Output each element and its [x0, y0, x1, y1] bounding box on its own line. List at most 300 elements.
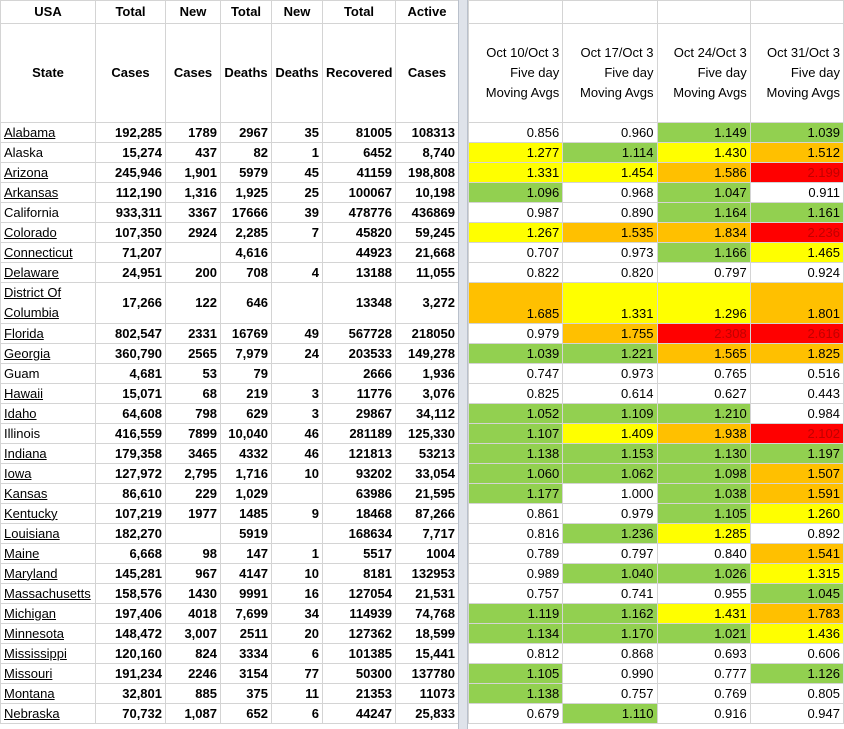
total-cases-cell[interactable]: 158,576 [96, 584, 166, 604]
ratio-cell[interactable]: 0.989 [469, 564, 563, 584]
ratio-cell[interactable]: 1.170 [563, 624, 657, 644]
active-cell[interactable]: 1,936 [396, 364, 459, 384]
ratio-cell[interactable]: 0.973 [563, 364, 657, 384]
total-cases-cell[interactable]: 15,071 [96, 384, 166, 404]
recovered-cell[interactable]: 203533 [323, 344, 396, 364]
state-cell[interactable] [1, 624, 96, 644]
total-cases-cell[interactable]: 120,160 [96, 644, 166, 664]
ratio-cell[interactable]: 1.039 [469, 344, 563, 364]
total-deaths-cell[interactable]: 79 [221, 364, 272, 384]
new-cases-cell[interactable]: 885 [166, 684, 221, 704]
total-deaths-cell[interactable]: 629 [221, 404, 272, 424]
total-cases-cell[interactable]: 245,946 [96, 163, 166, 183]
total-deaths-cell[interactable]: 2511 [221, 624, 272, 644]
state-link[interactable]: Connecticut [4, 244, 73, 260]
state-link[interactable]: Maine [4, 545, 40, 561]
new-cases-cell[interactable]: 1,901 [166, 163, 221, 183]
state-link[interactable]: District Of Columbia [4, 285, 62, 320]
ratio-cell[interactable]: 1.119 [469, 604, 563, 624]
ratio-cell[interactable]: 1.535 [563, 223, 657, 243]
total-cases-cell[interactable]: 107,350 [96, 223, 166, 243]
ratio-cell[interactable]: 0.693 [657, 644, 750, 664]
new-deaths-cell[interactable]: 20 [272, 624, 323, 644]
recovered-cell[interactable]: 5517 [323, 544, 396, 564]
ratio-cell[interactable]: 0.973 [563, 243, 657, 263]
ratio-cell[interactable]: 1.512 [750, 143, 843, 163]
new-cases-cell[interactable]: 68 [166, 384, 221, 404]
ratio-cell[interactable]: 1.783 [750, 604, 843, 624]
ratio-cell[interactable]: 0.840 [657, 544, 750, 564]
ratio-cell[interactable]: 0.861 [469, 504, 563, 524]
ratio-cell[interactable]: 1.331 [563, 283, 657, 324]
ratio-cell[interactable]: 1.134 [469, 624, 563, 644]
active-cell[interactable]: 132953 [396, 564, 459, 584]
ratio-cell[interactable]: 1.149 [657, 123, 750, 143]
ratio-cell[interactable]: 0.947 [750, 704, 843, 724]
recovered-cell[interactable]: 121813 [323, 444, 396, 464]
state-cell[interactable] [1, 584, 96, 604]
ratio-cell[interactable]: 0.679 [469, 704, 563, 724]
total-deaths-cell[interactable]: 5979 [221, 163, 272, 183]
state-link[interactable]: Nebraska [4, 705, 60, 721]
new-deaths-cell[interactable] [272, 364, 323, 384]
active-cell[interactable]: 25,833 [396, 704, 459, 724]
new-deaths-cell[interactable]: 6 [272, 644, 323, 664]
ratio-header-oct10[interactable]: Oct 10/Oct 3 Five day Moving Avgs [469, 24, 563, 123]
recovered-cell[interactable]: 18468 [323, 504, 396, 524]
ratio-cell[interactable]: 0.606 [750, 644, 843, 664]
ratio-cell[interactable]: 1.062 [563, 464, 657, 484]
new-cases-cell[interactable]: 437 [166, 143, 221, 163]
total-cases-cell[interactable]: 127,972 [96, 464, 166, 484]
state-cell[interactable] [1, 364, 96, 384]
new-deaths-cell[interactable]: 25 [272, 183, 323, 203]
new-cases-cell[interactable]: 98 [166, 544, 221, 564]
ratio-cell[interactable]: 1.021 [657, 624, 750, 644]
state-link[interactable]: Missouri [4, 665, 53, 681]
total-deaths-cell[interactable]: 5919 [221, 524, 272, 544]
ratio-cell[interactable]: 0.777 [657, 664, 750, 684]
new-cases-cell[interactable]: 1430 [166, 584, 221, 604]
ratio-cell[interactable]: 1.166 [657, 243, 750, 263]
ratio-cell[interactable]: 1.110 [563, 704, 657, 724]
active-cell[interactable]: 11,055 [396, 263, 459, 283]
new-deaths-cell[interactable]: 1 [272, 544, 323, 564]
ratio-cell[interactable]: 1.755 [563, 324, 657, 344]
active-cell[interactable]: 436869 [396, 203, 459, 223]
new-deaths-cell[interactable] [272, 484, 323, 504]
state-cell[interactable] [1, 604, 96, 624]
ratio-cell[interactable]: 1.038 [657, 484, 750, 504]
new-deaths-cell[interactable]: 77 [272, 664, 323, 684]
new-cases-cell[interactable]: 3367 [166, 203, 221, 223]
state-link[interactable]: Minnesota [4, 625, 64, 641]
state-cell[interactable] [1, 344, 96, 364]
new-cases-cell[interactable]: 229 [166, 484, 221, 504]
state-link[interactable]: Mississippi [4, 645, 67, 661]
ratio-cell[interactable]: 1.210 [657, 404, 750, 424]
new-cases-cell[interactable]: 122 [166, 283, 221, 324]
ratio-cell[interactable]: 1.938 [657, 424, 750, 444]
ratio-cell[interactable]: 0.769 [657, 684, 750, 704]
header-usa[interactable]: USA [1, 1, 96, 24]
total-deaths-cell[interactable]: 9991 [221, 584, 272, 604]
recovered-cell[interactable]: 41159 [323, 163, 396, 183]
state-cell[interactable] [1, 424, 96, 444]
recovered-cell[interactable]: 2666 [323, 364, 396, 384]
ratio-cell[interactable]: 1.138 [469, 684, 563, 704]
total-cases-cell[interactable]: 107,219 [96, 504, 166, 524]
new-cases-cell[interactable]: 967 [166, 564, 221, 584]
ratio-cell[interactable]: 0.984 [750, 404, 843, 424]
ratio-cell[interactable]: 0.987 [469, 203, 563, 223]
ratio-cell[interactable]: 0.765 [657, 364, 750, 384]
total-deaths-cell[interactable]: 1,925 [221, 183, 272, 203]
new-cases-cell[interactable]: 798 [166, 404, 221, 424]
ratio-cell[interactable]: 1.834 [657, 223, 750, 243]
recovered-cell[interactable]: 6452 [323, 143, 396, 163]
state-cell[interactable] [1, 524, 96, 544]
new-cases-cell[interactable] [166, 243, 221, 263]
active-cell[interactable]: 59,245 [396, 223, 459, 243]
active-cell[interactable]: 108313 [396, 123, 459, 143]
ratio-cell[interactable]: 1.541 [750, 544, 843, 564]
total-cases-cell[interactable]: 182,270 [96, 524, 166, 544]
state-cell[interactable] [1, 283, 96, 324]
state-cell[interactable] [1, 664, 96, 684]
total-deaths-cell[interactable]: 4332 [221, 444, 272, 464]
active-cell[interactable]: 3,076 [396, 384, 459, 404]
new-cases-cell[interactable]: 7899 [166, 424, 221, 444]
ratio-cell[interactable]: 2.236 [750, 223, 843, 243]
ratio-cell[interactable]: 0.747 [469, 364, 563, 384]
state-cell[interactable] [1, 163, 96, 183]
total-cases-cell[interactable]: 148,472 [96, 624, 166, 644]
ratio-cell[interactable]: 0.812 [469, 644, 563, 664]
ratio-cell[interactable]: 1.591 [750, 484, 843, 504]
header-new-cases-2[interactable]: Cases [166, 24, 221, 123]
recovered-cell[interactable]: 100067 [323, 183, 396, 203]
active-cell[interactable]: 33,054 [396, 464, 459, 484]
new-deaths-cell[interactable]: 35 [272, 123, 323, 143]
recovered-cell[interactable]: 13348 [323, 283, 396, 324]
new-cases-cell[interactable]: 1789 [166, 123, 221, 143]
new-cases-cell[interactable]: 1977 [166, 504, 221, 524]
new-deaths-cell[interactable]: 10 [272, 564, 323, 584]
ratio-cell[interactable]: 1.052 [469, 404, 563, 424]
new-deaths-cell[interactable]: 24 [272, 344, 323, 364]
ratio-cell[interactable]: 1.130 [657, 444, 750, 464]
recovered-cell[interactable]: 21353 [323, 684, 396, 704]
total-deaths-cell[interactable]: 219 [221, 384, 272, 404]
active-cell[interactable]: 87,266 [396, 504, 459, 524]
state-link[interactable]: Massachusetts [4, 585, 91, 601]
ratio-cell[interactable]: 0.443 [750, 384, 843, 404]
total-cases-cell[interactable]: 802,547 [96, 324, 166, 344]
ratio-cell[interactable]: 1.277 [469, 143, 563, 163]
state-cell[interactable] [1, 243, 96, 263]
active-cell[interactable]: 1004 [396, 544, 459, 564]
frozen-pane-divider[interactable] [458, 0, 468, 729]
state-link[interactable]: Georgia [4, 345, 51, 361]
ratio-cell[interactable]: 1.153 [563, 444, 657, 464]
ratio-cell[interactable]: 0.968 [563, 183, 657, 203]
active-cell[interactable]: 149,278 [396, 344, 459, 364]
new-deaths-cell[interactable]: 46 [272, 444, 323, 464]
ratio-cell[interactable]: 1.109 [563, 404, 657, 424]
new-deaths-cell[interactable]: 7 [272, 223, 323, 243]
new-cases-cell[interactable]: 3465 [166, 444, 221, 464]
ratio-cell[interactable]: 0.990 [563, 664, 657, 684]
ratio-cell[interactable]: 1.454 [563, 163, 657, 183]
ratio-cell[interactable]: 1.507 [750, 464, 843, 484]
active-cell[interactable]: 15,441 [396, 644, 459, 664]
ratio-cell[interactable]: 0.890 [563, 203, 657, 223]
total-cases-cell[interactable]: 416,559 [96, 424, 166, 444]
ratio-cell[interactable]: 0.516 [750, 364, 843, 384]
ratio-cell[interactable]: 0.822 [469, 263, 563, 283]
ratio-cell[interactable]: 1.267 [469, 223, 563, 243]
recovered-cell[interactable]: 44923 [323, 243, 396, 263]
active-cell[interactable]: 21,595 [396, 484, 459, 504]
header-total-deaths-2[interactable]: Deaths [221, 24, 272, 123]
total-deaths-cell[interactable]: 646 [221, 283, 272, 324]
state-link[interactable]: Arkansas [4, 184, 59, 200]
ratio-cell[interactable]: 1.105 [657, 504, 750, 524]
header-active-1[interactable]: Active [396, 1, 459, 24]
ratio-cell[interactable]: 1.236 [563, 524, 657, 544]
total-deaths-cell[interactable]: 652 [221, 704, 272, 724]
ratio-cell[interactable]: 2.616 [750, 324, 843, 344]
state-cell[interactable] [1, 324, 96, 344]
ratio-cell[interactable]: 0.757 [563, 684, 657, 704]
ratio-cell[interactable]: 2.199 [750, 163, 843, 183]
recovered-cell[interactable]: 11776 [323, 384, 396, 404]
state-cell[interactable] [1, 704, 96, 724]
ratio-cell[interactable]: 0.916 [657, 704, 750, 724]
recovered-cell[interactable]: 281189 [323, 424, 396, 444]
total-deaths-cell[interactable]: 82 [221, 143, 272, 163]
total-deaths-cell[interactable]: 708 [221, 263, 272, 283]
new-deaths-cell[interactable]: 45 [272, 163, 323, 183]
ratio-cell[interactable]: 0.627 [657, 384, 750, 404]
new-deaths-cell[interactable]: 10 [272, 464, 323, 484]
header-total-cases-1[interactable]: Total [96, 1, 166, 24]
recovered-cell[interactable]: 50300 [323, 664, 396, 684]
ratio-cell[interactable]: 1.801 [750, 283, 843, 324]
ratio-cell[interactable]: 0.979 [563, 504, 657, 524]
active-cell[interactable]: 18,599 [396, 624, 459, 644]
recovered-cell[interactable]: 81005 [323, 123, 396, 143]
total-cases-cell[interactable]: 6,668 [96, 544, 166, 564]
recovered-cell[interactable]: 114939 [323, 604, 396, 624]
recovered-cell[interactable]: 93202 [323, 464, 396, 484]
state-cell[interactable] [1, 684, 96, 704]
new-deaths-cell[interactable]: 49 [272, 324, 323, 344]
recovered-cell[interactable]: 45820 [323, 223, 396, 243]
recovered-cell[interactable]: 44247 [323, 704, 396, 724]
new-deaths-cell[interactable]: 34 [272, 604, 323, 624]
ratio-cell[interactable]: 1.138 [469, 444, 563, 464]
recovered-cell[interactable]: 567728 [323, 324, 396, 344]
state-link[interactable]: Florida [4, 325, 44, 341]
active-cell[interactable]: 21,531 [396, 584, 459, 604]
new-deaths-cell[interactable]: 46 [272, 424, 323, 444]
total-deaths-cell[interactable]: 7,979 [221, 344, 272, 364]
ratio-cell[interactable]: 0.741 [563, 584, 657, 604]
header-recovered-1[interactable]: Total [323, 1, 396, 24]
ratio-cell[interactable]: 1.315 [750, 564, 843, 584]
total-cases-cell[interactable]: 112,190 [96, 183, 166, 203]
recovered-cell[interactable]: 8181 [323, 564, 396, 584]
ratio-cell[interactable]: 1.197 [750, 444, 843, 464]
new-deaths-cell[interactable] [272, 524, 323, 544]
ratio-cell[interactable]: 2.102 [750, 424, 843, 444]
ratio-cell[interactable]: 0.614 [563, 384, 657, 404]
new-cases-cell[interactable]: 53 [166, 364, 221, 384]
total-cases-cell[interactable]: 71,207 [96, 243, 166, 263]
header-state[interactable]: State [1, 24, 96, 123]
ratio-cell[interactable]: 0.797 [563, 544, 657, 564]
active-cell[interactable]: 218050 [396, 324, 459, 344]
state-cell[interactable] [1, 384, 96, 404]
state-cell[interactable] [1, 123, 96, 143]
total-deaths-cell[interactable]: 4147 [221, 564, 272, 584]
recovered-cell[interactable]: 127054 [323, 584, 396, 604]
state-link[interactable]: Louisiana [4, 525, 60, 541]
ratio-cell[interactable]: 0.789 [469, 544, 563, 564]
total-deaths-cell[interactable]: 1,029 [221, 484, 272, 504]
ratio-cell[interactable]: 1.465 [750, 243, 843, 263]
ratio-cell[interactable]: 1.161 [750, 203, 843, 223]
ratio-cell[interactable]: 1.260 [750, 504, 843, 524]
ratio-cell[interactable]: 0.820 [563, 263, 657, 283]
new-deaths-cell[interactable]: 3 [272, 384, 323, 404]
total-cases-cell[interactable]: 64,608 [96, 404, 166, 424]
total-deaths-cell[interactable]: 7,699 [221, 604, 272, 624]
state-cell[interactable] [1, 484, 96, 504]
ratio-cell[interactable]: 0.924 [750, 263, 843, 283]
header-new-deaths-2[interactable]: Deaths [272, 24, 323, 123]
total-cases-cell[interactable]: 4,681 [96, 364, 166, 384]
ratio-cell[interactable]: 1.565 [657, 344, 750, 364]
new-cases-cell[interactable]: 200 [166, 263, 221, 283]
ratio-cell[interactable]: 1.047 [657, 183, 750, 203]
ratio-cell[interactable]: 1.177 [469, 484, 563, 504]
state-link[interactable]: Indiana [4, 445, 47, 461]
state-link[interactable]: Kansas [4, 485, 48, 501]
state-link[interactable]: Hawaii [4, 385, 44, 401]
state-cell[interactable] [1, 143, 96, 163]
recovered-cell[interactable]: 127362 [323, 624, 396, 644]
ratio-cell[interactable]: 1.045 [750, 584, 843, 604]
state-cell[interactable] [1, 564, 96, 584]
active-cell[interactable]: 34,112 [396, 404, 459, 424]
state-cell[interactable] [1, 464, 96, 484]
new-deaths-cell[interactable] [272, 243, 323, 263]
ratio-cell[interactable]: 1.098 [657, 464, 750, 484]
total-deaths-cell[interactable]: 17666 [221, 203, 272, 223]
header-total-deaths-1[interactable]: Total [221, 1, 272, 24]
recovered-cell[interactable]: 29867 [323, 404, 396, 424]
total-cases-cell[interactable]: 32,801 [96, 684, 166, 704]
ratio-cell[interactable]: 1.162 [563, 604, 657, 624]
ratio-cell[interactable]: 0.911 [750, 183, 843, 203]
ratio-cell[interactable]: 1.105 [469, 664, 563, 684]
ratio-cell[interactable]: 1.331 [469, 163, 563, 183]
total-deaths-cell[interactable]: 4,616 [221, 243, 272, 263]
ratio-cell[interactable]: 1.114 [563, 143, 657, 163]
ratio-cell[interactable]: 1.431 [657, 604, 750, 624]
total-deaths-cell[interactable]: 10,040 [221, 424, 272, 444]
recovered-cell[interactable]: 13188 [323, 263, 396, 283]
ratio-header-oct31[interactable]: Oct 31/Oct 3 Five day Moving Avgs [750, 24, 843, 123]
ratio-cell[interactable]: 0.979 [469, 324, 563, 344]
state-link[interactable]: Arizona [4, 164, 49, 180]
state-cell[interactable] [1, 223, 96, 243]
new-deaths-cell[interactable]: 4 [272, 263, 323, 283]
ratio-header-oct17[interactable]: Oct 17/Oct 3 Five day Moving Avgs [563, 24, 657, 123]
new-cases-cell[interactable]: 3,007 [166, 624, 221, 644]
total-cases-cell[interactable]: 86,610 [96, 484, 166, 504]
ratio-cell[interactable]: 0.816 [469, 524, 563, 544]
new-cases-cell[interactable]: 2924 [166, 223, 221, 243]
ratio-header-blank-2[interactable] [563, 1, 657, 24]
recovered-cell[interactable]: 63986 [323, 484, 396, 504]
state-link[interactable]: Montana [4, 685, 55, 701]
total-cases-cell[interactable]: 145,281 [96, 564, 166, 584]
total-deaths-cell[interactable]: 1485 [221, 504, 272, 524]
active-cell[interactable]: 125,330 [396, 424, 459, 444]
total-cases-cell[interactable]: 24,951 [96, 263, 166, 283]
ratio-cell[interactable]: 1.430 [657, 143, 750, 163]
total-deaths-cell[interactable]: 3334 [221, 644, 272, 664]
ratio-cell[interactable]: 1.039 [750, 123, 843, 143]
ratio-cell[interactable]: 0.892 [750, 524, 843, 544]
total-cases-cell[interactable]: 70,732 [96, 704, 166, 724]
ratio-cell[interactable]: 1.107 [469, 424, 563, 444]
total-cases-cell[interactable]: 191,234 [96, 664, 166, 684]
ratio-cell[interactable]: 0.757 [469, 584, 563, 604]
active-cell[interactable]: 53213 [396, 444, 459, 464]
state-link[interactable]: Maryland [4, 565, 58, 581]
ratio-header-oct24[interactable]: Oct 24/Oct 3 Five day Moving Avgs [657, 24, 750, 123]
ratio-cell[interactable]: 1.000 [563, 484, 657, 504]
ratio-cell[interactable]: 1.026 [657, 564, 750, 584]
new-cases-cell[interactable]: 824 [166, 644, 221, 664]
ratio-header-blank-3[interactable] [657, 1, 750, 24]
ratio-cell[interactable]: 1.409 [563, 424, 657, 444]
total-cases-cell[interactable]: 192,285 [96, 123, 166, 143]
new-deaths-cell[interactable] [272, 283, 323, 324]
new-cases-cell[interactable]: 1,087 [166, 704, 221, 724]
total-deaths-cell[interactable]: 2,285 [221, 223, 272, 243]
state-cell[interactable] [1, 644, 96, 664]
state-link[interactable]: Michigan [4, 605, 57, 621]
ratio-cell[interactable]: 1.685 [469, 283, 563, 324]
ratio-cell[interactable]: 0.707 [469, 243, 563, 263]
ratio-cell[interactable]: 1.285 [657, 524, 750, 544]
active-cell[interactable]: 21,668 [396, 243, 459, 263]
ratio-cell[interactable]: 0.825 [469, 384, 563, 404]
new-deaths-cell[interactable]: 39 [272, 203, 323, 223]
ratio-cell[interactable]: 1.060 [469, 464, 563, 484]
total-deaths-cell[interactable]: 2967 [221, 123, 272, 143]
ratio-cell[interactable]: 0.955 [657, 584, 750, 604]
new-deaths-cell[interactable]: 16 [272, 584, 323, 604]
state-link[interactable]: Kentucky [4, 505, 58, 521]
new-deaths-cell[interactable]: 9 [272, 504, 323, 524]
